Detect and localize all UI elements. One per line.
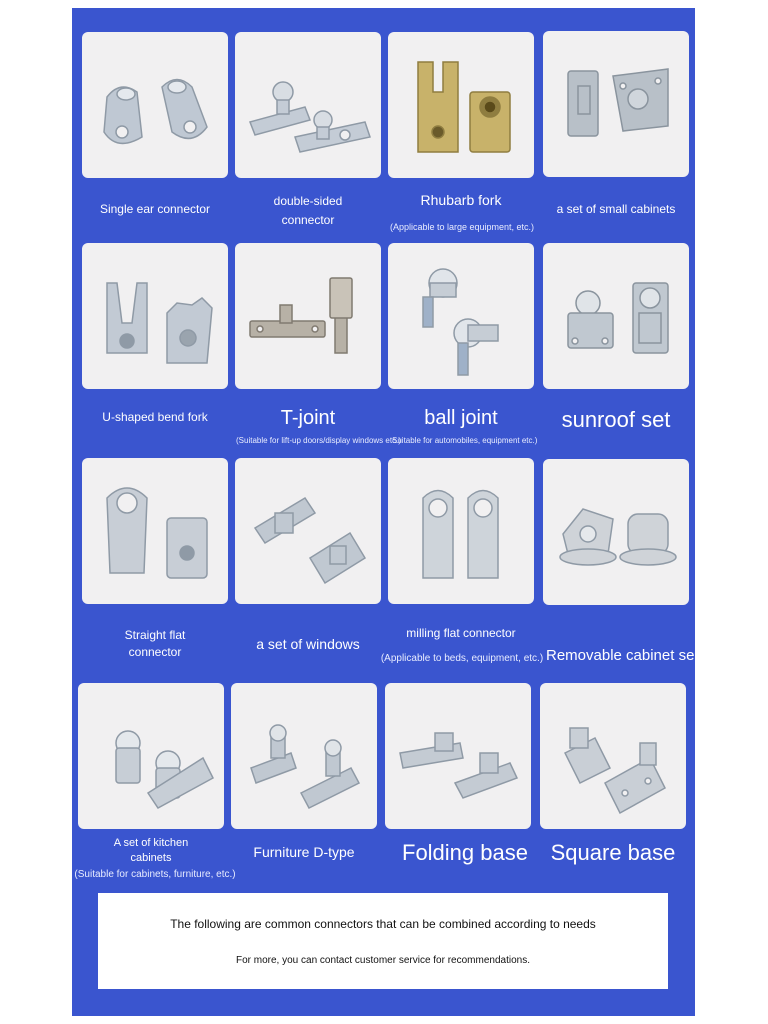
removable-cabinet-set-photo <box>543 459 689 605</box>
product-caption: A set of kitchen <box>113 837 189 849</box>
rhubarb-fork-photo <box>388 32 534 178</box>
product-caption: Folding base <box>402 840 528 865</box>
milling-flat-connector-photo <box>388 458 534 604</box>
product-caption-line2: cabinets <box>130 852 172 864</box>
product-caption-line2: connector <box>128 645 182 659</box>
product-caption: Straight flat <box>124 628 186 642</box>
double-sided-connector-photo <box>235 32 381 178</box>
product-note: Suitable for automobiles, equipment etc.) <box>392 436 538 445</box>
sunroof-set-photo <box>543 243 689 389</box>
product-note: (Applicable to large equipment, etc.) <box>389 222 535 232</box>
product-caption: Single ear connector <box>99 202 211 216</box>
product-caption: Furniture D-type <box>253 844 355 860</box>
product-caption: sunroof set <box>561 407 671 432</box>
product-caption: ball joint <box>424 407 498 429</box>
footer-line1: The following are common connectors that can be combined according to needs <box>170 917 596 931</box>
product-caption: Removable cabinet se <box>546 647 695 664</box>
kitchen-cabinet-set-photo <box>78 683 224 829</box>
product-note: (Applicable to beds, equipment, etc.) <box>380 653 544 664</box>
ball-joint-photo <box>388 243 534 389</box>
folding-base-photo <box>385 683 531 829</box>
product-caption: double-sided <box>273 194 343 208</box>
window-set-photo <box>235 458 381 604</box>
product-note: (Suitable for cabinets, furniture, etc.) <box>74 869 236 880</box>
t-joint-photo <box>235 243 381 389</box>
furniture-d-type-photo <box>231 683 377 829</box>
small-cabinet-set-photo <box>543 31 689 177</box>
product-panel <box>72 8 695 1016</box>
product-caption-line2: connector <box>281 213 335 227</box>
product-caption: Square base <box>550 840 676 865</box>
square-base-photo <box>540 683 686 829</box>
product-note: (Suitable for lift-up doors/display windows etc.) <box>236 436 401 445</box>
footer-notice <box>98 893 668 989</box>
product-caption: T-joint <box>280 407 336 429</box>
product-caption: a set of windows <box>256 636 360 652</box>
u-shaped-bend-fork-photo <box>82 243 228 389</box>
product-caption: U-shaped bend fork <box>102 410 208 424</box>
product-caption: Rhubarb fork <box>420 192 502 208</box>
straight-flat-connector-photo <box>82 458 228 604</box>
product-caption: a set of small cabinets <box>556 202 676 216</box>
single-ear-connector-photo <box>82 32 228 178</box>
footer-line2: For more, you can contact customer service for recommendations. <box>235 955 530 966</box>
product-caption: milling flat connector <box>406 626 516 640</box>
